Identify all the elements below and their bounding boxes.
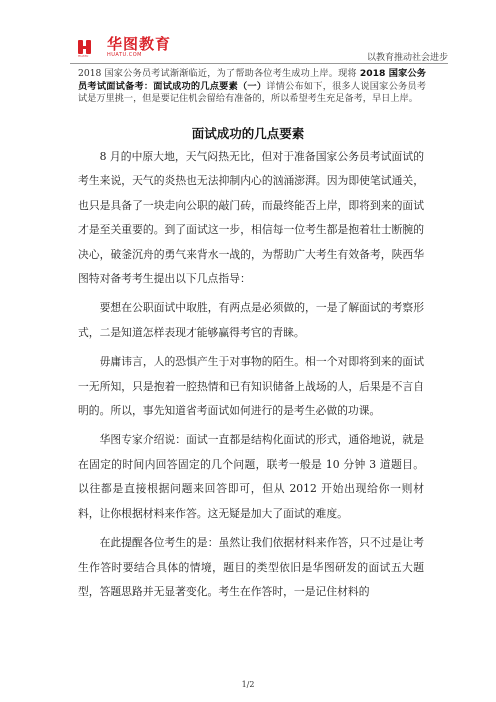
body-paragraph-3: 毋庸讳言，人的恐惧产生于对事物的陌生。相一个对即将到来的面试一无所知，只是抱着一腔热情和已有知识储备上战场的人，后果是不言自明的。所以，事先知道省考面试如何进行的是考生必做的功课。: [78, 355, 424, 418]
logo-english-text: HUATU.COM: [107, 52, 142, 58]
article-body: [78, 145, 424, 609]
logo-mark-caption: HUATU: [78, 53, 89, 58]
intro-bold-title: 2018 国家公务员考试面试备考：面试成功的几点要素（一）: [78, 68, 426, 92]
header-slogan: 以教育推动社会进步: [366, 53, 448, 63]
intro-pre: 2018 国家公务员考试渐渐临近，为了帮助各位考生成功上岸。现将: [78, 68, 360, 79]
logo-chinese-text: 华图教育: [107, 35, 172, 53]
body-paragraph-4: 华图专家介绍说：面试一直都是结构化面试的形式，通俗地说，就是在固定的时间内回答固定的几个问题，联考一般是 10 分钟 3 道题目。以往都是直接根据问题来回答即可，但从 2012 开始出现给你一则材料，让你根据材料来作答。这无疑是加大了面试的难度。: [78, 433, 424, 520]
body-paragraph-1: 8 月的中原大地，天气闷热无比，但对于准备国家公务员考试面试的考生来说，天气的炎热也无法抑制内心的汹涌澎湃。因为即使笔试通关，也只是具备了一块走向公职的敲门砖，而最终能否上岸，即将到来的面试才是至关重要的。到了面试这一步，相信每一位考生都是抱着壮士断腕的决心，破釜沉舟的勇气来背水一战的，为帮助广大考生有效备考，陕西华图特对备考考生提出以下几点指导：: [78, 150, 424, 286]
article-title: 面试成功的几点要素: [191, 126, 305, 141]
intro-post: 详情公布如下，很多人说国家公务员考试是万里挑一，但是要记住机会留给有准备的，所以希望考生充足备考，早日上岸。: [78, 80, 427, 104]
huatu-logo-mark-icon: [78, 38, 104, 58]
huatu-logo: [78, 37, 171, 58]
page-number: 1/2: [241, 680, 255, 689]
body-paragraph-2: 要想在公职面试中取胜，有两点是必须做的，一是了解面试的考察形式，二是知道怎样表现才能够赢得考官的青睐。: [78, 301, 424, 339]
body-paragraph-5: 在此提醒各位考生的是：虽然让我们依据材料来作答，只不过是让考生作答时要结合具体的情境，题目的类型依旧是华图研发的面试五大题型，答题思路并无显著变化。考生在作答时，一是记住材料的: [78, 536, 424, 598]
intro-paragraph: [78, 68, 426, 106]
header-divider: [70, 63, 448, 64]
